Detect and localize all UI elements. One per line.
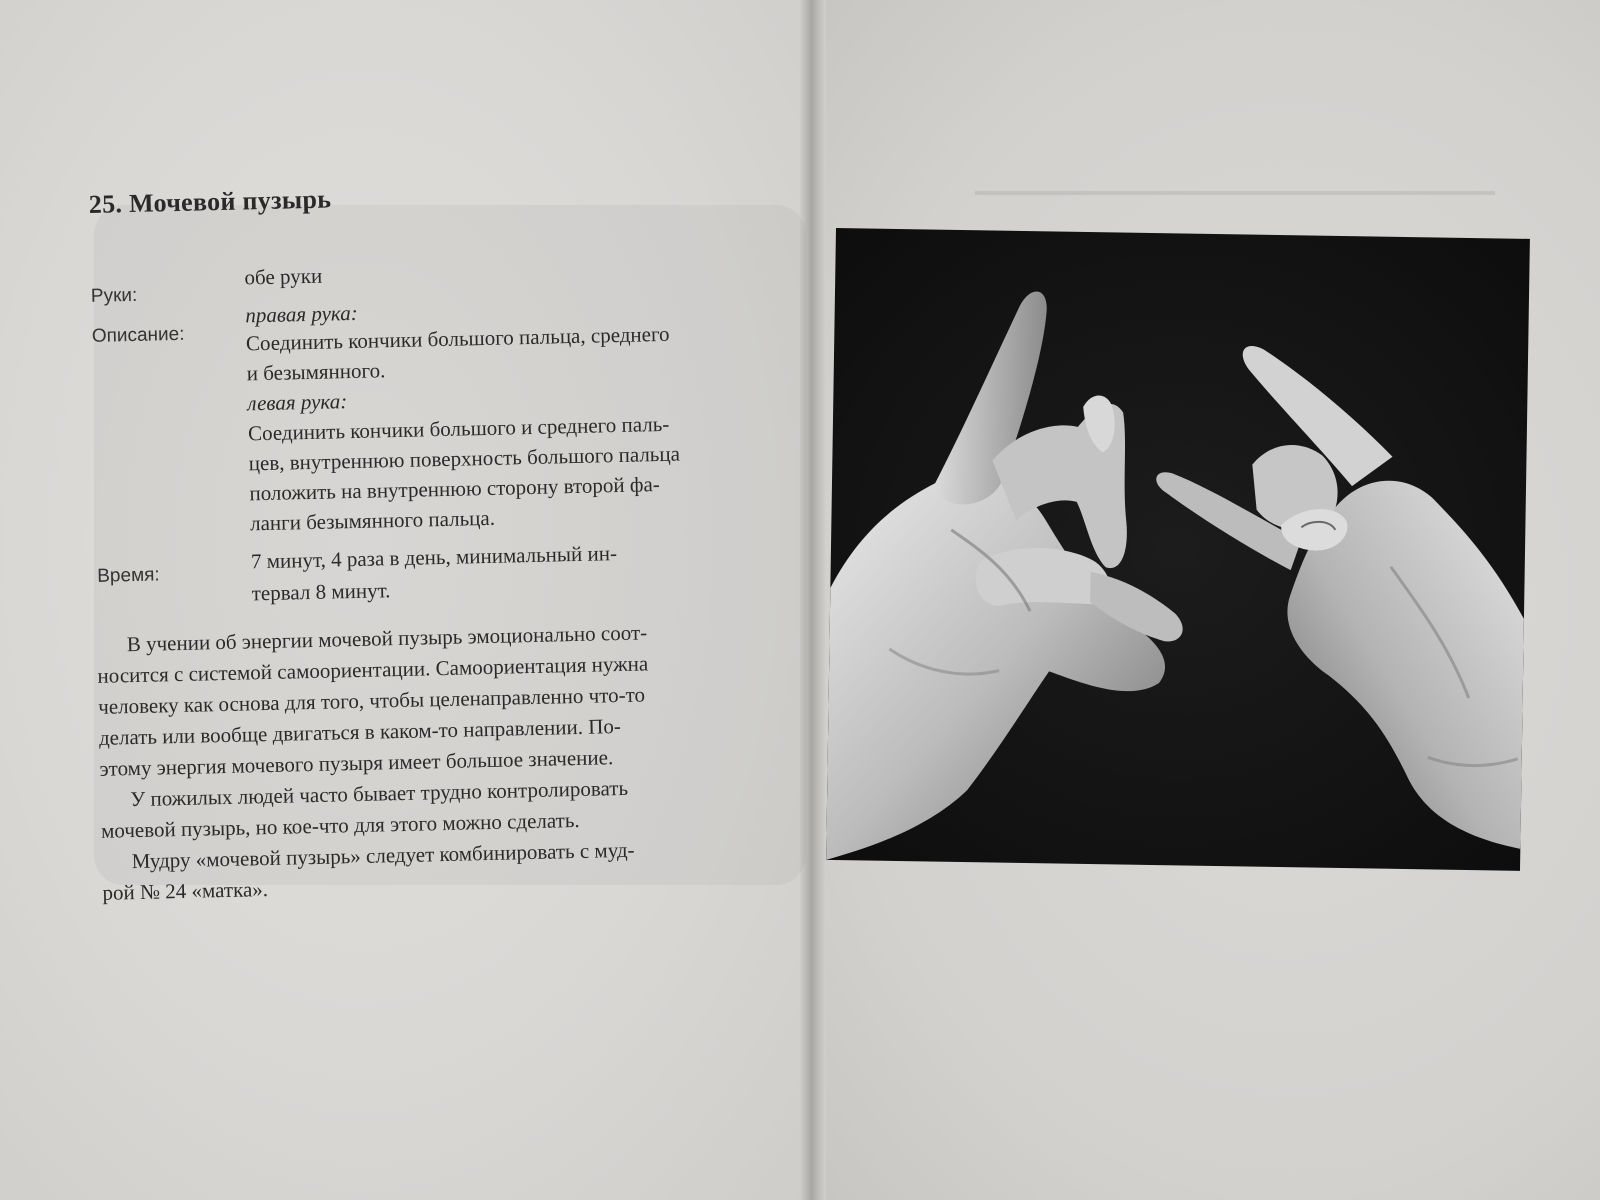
time-label: Время: — [97, 564, 160, 587]
right-hand-line-1: Соединить кончики большого пальца, среднего — [245, 321, 670, 356]
right-hand-heading: правая рука: — [245, 300, 358, 328]
body-line-2: носится с системой самоориентации. Самоориентация нужна — [97, 651, 649, 688]
hands-mudra-illustration — [826, 228, 1530, 871]
description-label: Описание: — [91, 323, 185, 347]
hands-label: Руки: — [90, 284, 138, 307]
bleed-through-text — [111, 893, 794, 1047]
body-line-9: рой № 24 «матка». — [102, 877, 269, 905]
left-hand-heading: левая рука: — [247, 389, 348, 416]
body-line-5: этому энергия мочевого пузыря имеет большое значение. — [99, 745, 614, 781]
time-line-2: тервал 8 минут. — [251, 578, 391, 606]
left-hand — [826, 288, 1188, 865]
right-hand-line-2: и безымянного. — [246, 358, 386, 386]
right-hand — [1151, 345, 1529, 849]
body-line-3: человеку как основа для того, чтобы целенаправленно что-то — [97, 682, 646, 719]
hands-drawing — [826, 228, 1530, 871]
hands-value: обе руки — [244, 263, 323, 290]
left-hand-line-2: цев, внутреннюю поверхность большого пальца — [248, 441, 681, 476]
bleed-through-title — [975, 178, 1495, 208]
left-hand-line-4: ланги безымянного пальца. — [249, 505, 496, 536]
body-line-7: мочевой пузырь, но кое-что для этого можно сделать. — [100, 807, 580, 843]
page-title: 25. Мочевой пузырь — [88, 184, 332, 219]
body-line-4: делать или вообще двигаться в каком-то направлении. По- — [98, 714, 622, 750]
time-line-1: 7 минут, 4 раза в день, минимальный ин- — [250, 541, 618, 574]
body-line-8: Мудру «мочевой пузырь» следует комбинировать с муд- — [131, 837, 635, 874]
body-line-1: В учении об энергии мочевой пузырь эмоционально соот- — [126, 620, 648, 657]
left-hand-line-3: положить на внутреннюю сторону второй фа- — [249, 472, 660, 506]
body-line-6: У пожилых людей часто бывает трудно контролировать — [130, 775, 629, 812]
left-hand-line-1: Соединить кончики большого и среднего паль- — [247, 411, 670, 446]
